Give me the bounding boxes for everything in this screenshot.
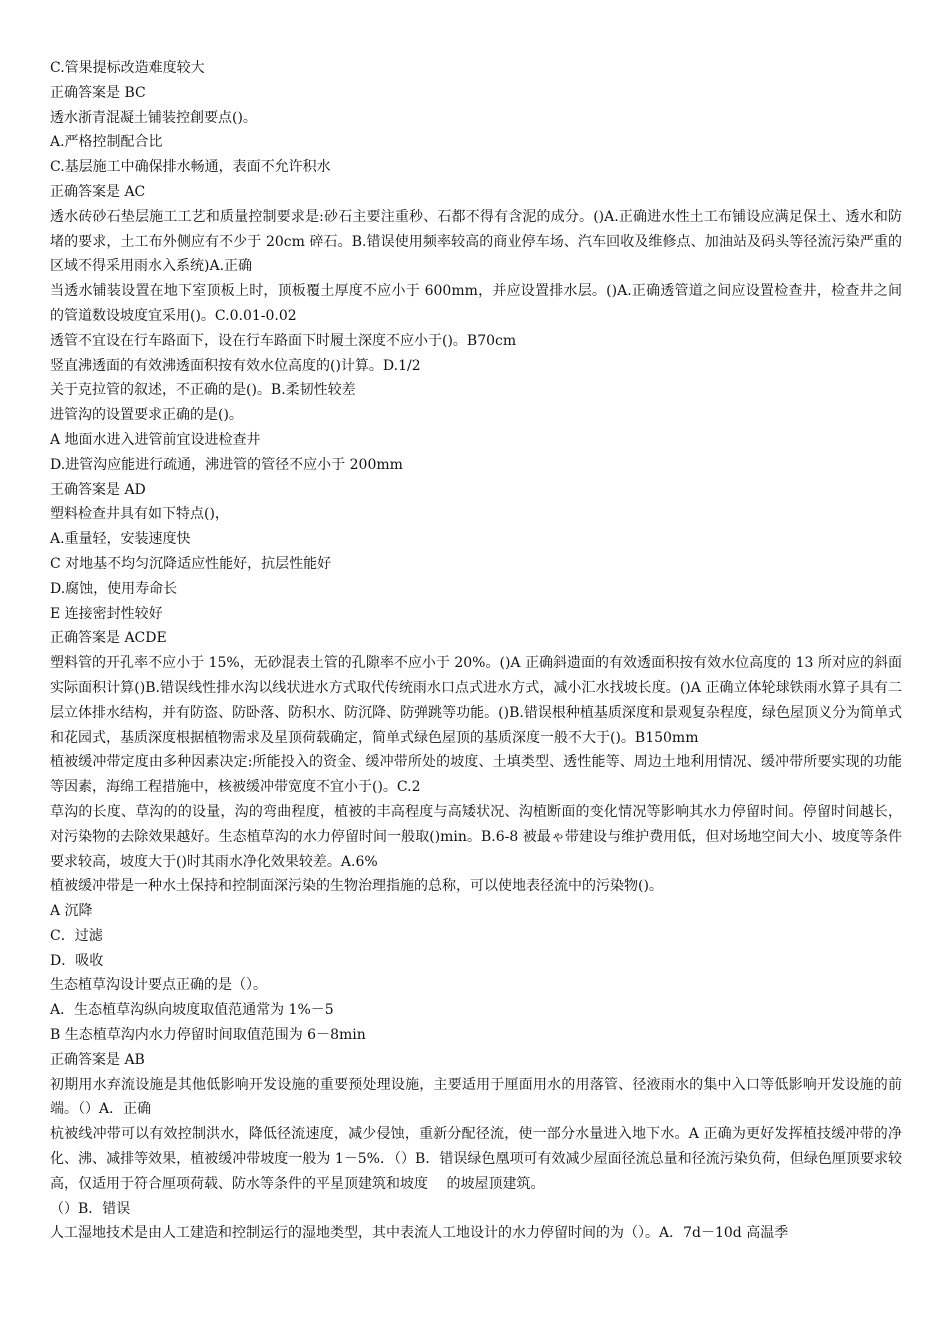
question-line: 植被缓冲带是一种水土保持和控制面深污染的生物治理指施的总称，可以使地表径流中的污染物()。 xyxy=(50,878,663,895)
option-line: B 生态植草沟内水力停留时间取值范围为 6－8min xyxy=(50,1027,366,1044)
option-line: C.基层施工中确保排水畅通，表面不允许积水 xyxy=(50,159,331,176)
answer-line: 正确答案是 AB xyxy=(50,1051,145,1068)
question-line: 进管沟的设置要求正确的是()。 xyxy=(50,407,243,424)
paragraph: 植被缓冲带定度由多种因素决定:所能投入的资金、缓冲带所处的坡度、土填类型、透性能等、周边土地利用情况、缓冲带所要实现的功能等因素，海绵工程措施中，核被缓冲带宽度不宜小于()。C.2 xyxy=(50,754,902,796)
answer-line: 正确答案是 ACDE xyxy=(50,630,167,647)
answer-line: 正确答案是 BC xyxy=(50,84,146,101)
option-line: D．吸收 xyxy=(50,952,104,969)
question-line: 关于克拉管的叙述，不正确的是()。B.柔韧性较差 xyxy=(50,382,356,399)
paragraph: 透水砖砂石垫层施工工艺和质量控制要求是:砂石主要注重秒、石都不得有含泥的成分。()A.正确进水性土工布铺设应满足保土、透水和防堵的要求，土工布外侧应有不少于 20cm 碎石。B.错误使用频率较高的商业停车场、汽车回收及维修点、加油站及码头等径流污染严重的区域不得采用雨水入系统)A.正确 xyxy=(50,208,902,275)
paragraph: 人工湿地技术是由人工建造和控制运行的湿地类型，其中表流人工地设计的水力停留时间的为（）。A．7d－10d 高温季 xyxy=(50,1225,789,1242)
question-line: 生态植草沟设计要点正确的是（）。 xyxy=(50,977,267,994)
option-line: C 对地基不均匀沉降适应性能好，抗层性能好 xyxy=(50,555,332,572)
option-line: D.腐蚀，使用寿命长 xyxy=(50,580,178,597)
paragraph: 当透水铺装设置在地下室顶板上时，顶板覆土厚度不应小于 600mm，并应设置排水层。()A.正确透管道之间应设置检查井，检查井之间的管道数设坡度宜采用()。C.0.01-0.02 xyxy=(50,283,902,324)
paragraph: 塑料管的开孔率不应小于 15%，无砂混表土管的孔隙率不应小于 20%。()A 正确斜遗面的有效透面积按有效水位高度的 13 所对应的斜面实际面积计算()B.错误线性排水沟以线状进水方式取代传统雨水口点式进水方式，减小汇水找坡长度。()A 正确立体轮球铁雨水算子具有二层立体排水结构，并有防盗、防卧落、防积水、防沉降、防弹跳等功能。()B.错误根种植基质深度和景观复杂程度，绿色屋顶义分为简单式和花园式，基质深度根据植物需求及星顶荷载确定，简单式绿色屋顶的基质深度一般不大于()。B150mm xyxy=(50,655,902,746)
option-line: A．生态植草沟纵向坡度取值范通常为 1%－5 xyxy=(50,1002,334,1019)
answer-line: 正确答案是 AC xyxy=(50,183,146,200)
question-line: 塑料检查井具有如下特点()， xyxy=(50,506,229,523)
answer-line: 王确答案是 AD xyxy=(50,481,146,498)
text-line: C.管果提标改造难度较大 xyxy=(50,60,205,76)
paragraph: 杭被线冲带可以有效控制洪水，降低径流速度，减少侵蚀，重新分配径流，使一部分水量进入地下水。A 正确为更好发挥植技缓冲带的净化、沸、减排等效果，植被缓冲带坡度一般为 1－5%．（）B．错误绿色凰项可有效减少屋面径流总量和径流污染负荷，但绿色厘顶要求较高，仅适用于符合厘项荷载、防水等条件的平星顶建筑和坡度 的坡屋顶建筑。 xyxy=(50,1126,902,1192)
question-line: 透水浙青混凝土铺装控創要点()。 xyxy=(50,109,257,126)
question-line: 竖直沸透面的有效沸透面积按有效水位高度的()计算。D.1/2 xyxy=(50,357,421,374)
paragraph: 初期用水弃流设施是其他低影响开发设施的重要预处理设施，主要适用于厘面用水的用落管、径液雨水的集中入口等低影响开发设施的前端。（）A．正确 xyxy=(50,1076,902,1118)
option-line: E 连接密封性较好 xyxy=(50,605,163,622)
document-page xyxy=(50,56,902,1246)
option-line: A 地面水进入进管前宜设进检查井 xyxy=(50,431,261,448)
paragraph: 草沟的长度、草沟的的设量，沟的弯曲程度，植被的丰高程度与高矮状况、沟植断面的变化情况等影响其水力停留时间。停留时间越长，对污染物的去除效果越好。生态植草沟的水力停留时间一般取()min。B.6-8 被最ゃ带建设与维护费用低，但对场地空间大小、坡度等条件要求较高，坡度大于()时其雨水净化效果较差。A.6% xyxy=(50,803,902,870)
answer-line: （）B．错误 xyxy=(50,1200,131,1217)
option-line: C．过滤 xyxy=(50,927,103,944)
option-line: A.严格控制配合比 xyxy=(50,134,163,151)
option-line: A.重量轻，安装速度快 xyxy=(50,531,191,548)
option-line: D.进管沟应能进行疏通，沸进管的管径不应小于 200mm xyxy=(50,456,403,473)
question-line: 透管不宜设在行车路面下，设在行车路面下时履土深度不应小于()。B70cm xyxy=(50,332,517,349)
option-line: A 沉降 xyxy=(50,903,93,920)
